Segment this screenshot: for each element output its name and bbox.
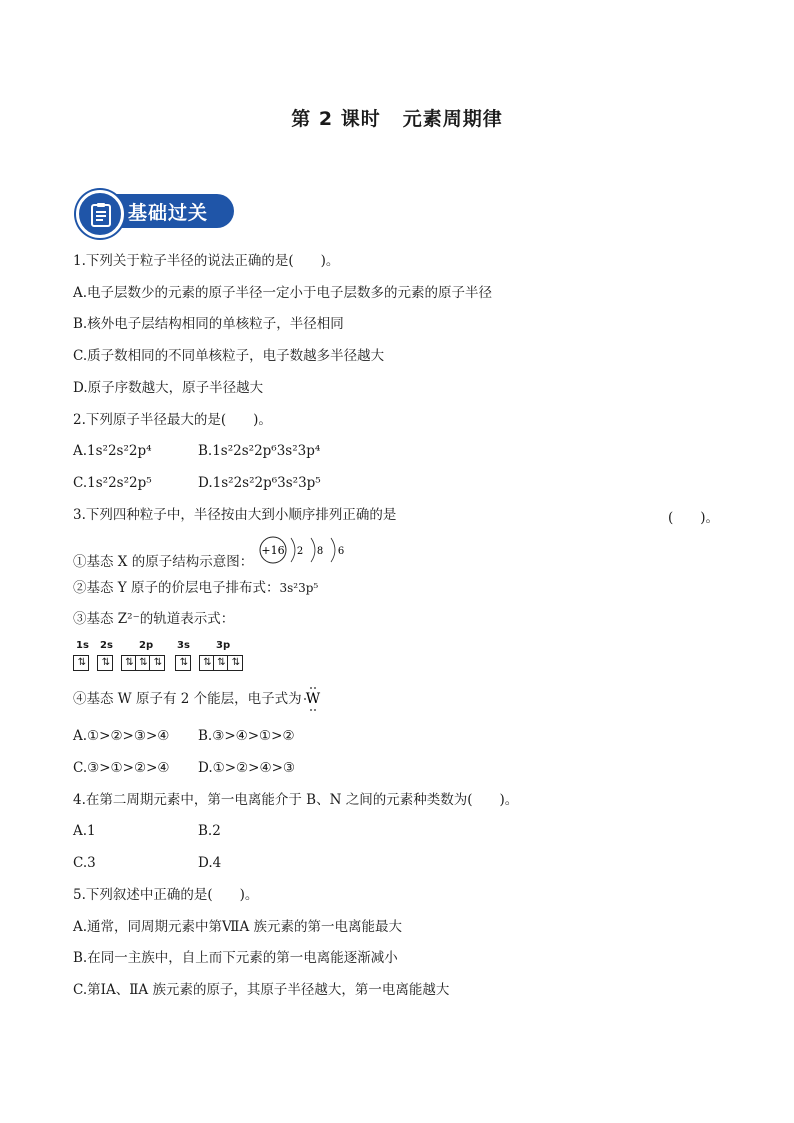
orbital-cell: ⇅ bbox=[77, 657, 85, 668]
q3-option-d: D.①>②>④>③ bbox=[198, 760, 295, 776]
q1-option-a: A.电子层数少的元素的原子半径一定小于电子层数多的元素的原子半径 bbox=[73, 285, 493, 301]
nucleus-charge: +16 bbox=[261, 544, 285, 557]
q3-item2-config: 3s²3p⁵ bbox=[279, 581, 319, 595]
q5-option-a: A.通常，同周期元素中第ⅦA 族元素的第一电离能最大 bbox=[73, 919, 403, 935]
lesson-number: 第 2 课时 bbox=[291, 108, 381, 130]
section-label: 基础过关 bbox=[128, 202, 209, 224]
orbital-cell: ⇅ bbox=[231, 657, 239, 668]
q5-stem: 5.下列叙述中正确的是( )。 bbox=[73, 887, 259, 903]
atomic-structure-diagram bbox=[259, 536, 355, 566]
q3-option-c: C.③>①>②>④ bbox=[73, 760, 170, 776]
orbital-box-1s bbox=[73, 655, 89, 671]
q2-option-a: A.1s²2s²2p⁴ bbox=[73, 443, 152, 459]
shell-3-count: 6 bbox=[337, 546, 345, 557]
page-title bbox=[0, 104, 794, 131]
orbital-label-3s: 3s bbox=[177, 640, 190, 651]
q3-stem: 3.下列四种粒子中，半径按由大到小顺序排列正确的是 bbox=[73, 507, 397, 523]
q3-item2-text: ②基态 Y 原子的价层电子排布式： bbox=[73, 580, 280, 596]
orbital-cell: ⇅ bbox=[179, 657, 187, 668]
orbital-cell: ⇅ bbox=[214, 656, 228, 670]
section-banner bbox=[76, 190, 236, 234]
lewis-dot-symbol bbox=[302, 682, 326, 716]
q3-item2 bbox=[73, 579, 318, 597]
q2-option-b: B.1s²2s²2p⁶3s²3p⁴ bbox=[198, 443, 321, 459]
lewis-w-letter: W bbox=[305, 691, 321, 707]
banner-circle bbox=[76, 190, 124, 238]
q5-option-c: C.第ⅠA、ⅡA 族元素的原子，其原子半径越大，第一电离能越大 bbox=[73, 982, 450, 998]
q4-stem: 4.在第二周期元素中，第一电离能介于 B、N 之间的元素种类数为( )。 bbox=[73, 792, 519, 808]
clipboard-icon bbox=[89, 202, 113, 228]
q3-item4: ④基态 W 原子有 2 个能层，电子式为 bbox=[73, 691, 302, 707]
q1-option-b: B.核外电子层结构相同的单核粒子，半径相同 bbox=[73, 316, 344, 332]
q3-item3: ③基态 Z²⁻的轨道表示式： bbox=[73, 611, 235, 627]
q2-option-d: D.1s²2s²2p⁶3s²3p⁵ bbox=[198, 475, 321, 491]
q3-option-b: B.③>④>①>② bbox=[198, 728, 295, 744]
q4-option-d: D.4 bbox=[198, 855, 222, 871]
orbital-box-2s bbox=[97, 655, 113, 671]
orbital-box-3p bbox=[199, 655, 243, 671]
orbital-label-2p: 2p bbox=[139, 640, 154, 651]
orbital-label-1s: 1s bbox=[76, 640, 89, 651]
q3-option-a: A.①>②>③>④ bbox=[73, 728, 170, 744]
q2-stem: 2.下列原子半径最大的是( )。 bbox=[73, 412, 272, 428]
shell-2-count: 8 bbox=[316, 546, 324, 557]
orbital-box-2p bbox=[121, 655, 165, 671]
orbital-cell: ⇅ bbox=[153, 657, 161, 668]
orbital-cell: ⇅ bbox=[136, 656, 150, 670]
q5-option-b: B.在同一主族中，自上而下元素的第一电离能逐渐减小 bbox=[73, 950, 398, 966]
q1-stem: 1.下列关于粒子半径的说法正确的是( )。 bbox=[73, 253, 340, 269]
orbital-label-3p: 3p bbox=[216, 640, 231, 651]
q4-option-c: C.3 bbox=[73, 855, 96, 871]
orbital-label-2s: 2s bbox=[100, 640, 113, 651]
orbital-cell: ⇅ bbox=[122, 656, 136, 670]
q3-item1: ①基态 X 的原子结构示意图： bbox=[73, 554, 254, 570]
orbital-cell: ⇅ bbox=[200, 656, 214, 670]
q2-option-c: C.1s²2s²2p⁵ bbox=[73, 475, 152, 491]
q4-option-a: A.1 bbox=[73, 823, 96, 839]
orbital-box-3s bbox=[175, 655, 191, 671]
lesson-topic: 元素周期律 bbox=[402, 108, 503, 130]
orbital-cell: ⇅ bbox=[101, 657, 109, 668]
q3-answer-paren: ( )。 bbox=[668, 510, 720, 526]
shell-1-count: 2 bbox=[296, 546, 304, 557]
q4-option-b: B.2 bbox=[198, 823, 221, 839]
q1-option-d: D.原子序数越大，原子半径越大 bbox=[73, 380, 264, 396]
q1-option-c: C.质子数相同的不同单核粒子，电子数越多半径越大 bbox=[73, 348, 385, 364]
